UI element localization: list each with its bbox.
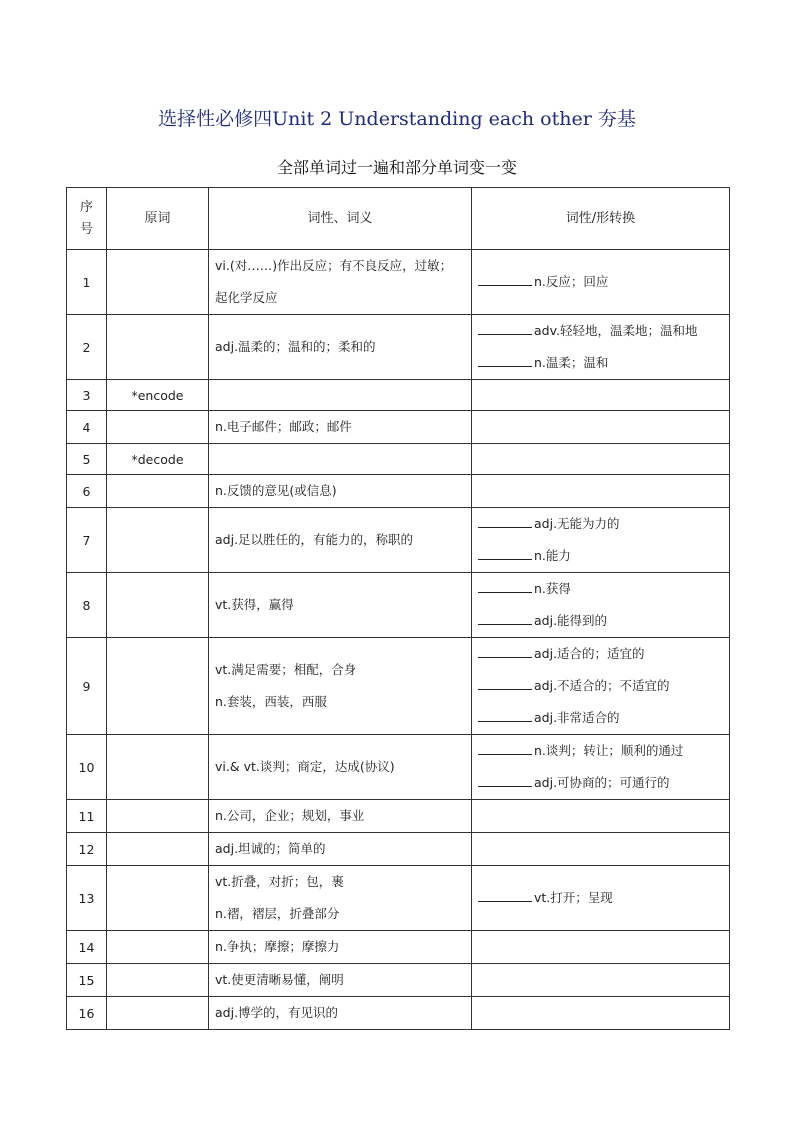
table-row bbox=[67, 833, 730, 866]
transform-text: n.谈判；转让；顺利的通过 bbox=[534, 743, 684, 758]
row-number: 7 bbox=[67, 508, 107, 573]
header-transform: 词性/形转换 bbox=[472, 188, 730, 250]
original-word-cell[interactable] bbox=[107, 833, 209, 866]
transform-cell bbox=[472, 444, 730, 475]
answer-blank[interactable] bbox=[478, 321, 532, 335]
meaning-cell bbox=[209, 735, 472, 800]
row-number: 10 bbox=[67, 735, 107, 800]
page-subtitle: 全部单词过一遍和部分单词变一变 bbox=[276, 158, 517, 177]
row-number: 6 bbox=[67, 475, 107, 508]
table-row bbox=[67, 380, 730, 411]
transform-cell bbox=[472, 964, 730, 997]
transform-cell bbox=[472, 315, 730, 380]
meaning-cell bbox=[209, 997, 472, 1030]
table-row bbox=[67, 800, 730, 833]
original-word-cell[interactable] bbox=[107, 250, 209, 315]
transform-cell bbox=[472, 997, 730, 1030]
original-word-cell[interactable] bbox=[107, 735, 209, 800]
row-number: 4 bbox=[67, 411, 107, 444]
original-word-cell[interactable] bbox=[107, 638, 209, 735]
transform-cell bbox=[472, 638, 730, 735]
transform-cell bbox=[472, 573, 730, 638]
transform-line bbox=[478, 315, 723, 347]
table-row bbox=[67, 475, 730, 508]
meaning-cell bbox=[209, 250, 472, 315]
transform-text: n.能力 bbox=[534, 548, 571, 563]
meaning-cell bbox=[209, 931, 472, 964]
transform-line bbox=[478, 347, 723, 379]
transform-text: adj.能得到的 bbox=[534, 613, 608, 628]
transform-cell bbox=[472, 735, 730, 800]
meaning-line: vi.(对……)作出反应；有不良反应，过敏； bbox=[215, 258, 453, 273]
table-row bbox=[67, 638, 730, 735]
transform-line bbox=[478, 767, 723, 799]
meaning-line: adj.温柔的；温和的；柔和的 bbox=[215, 339, 376, 354]
answer-blank[interactable] bbox=[478, 676, 532, 690]
answer-blank[interactable] bbox=[478, 353, 532, 367]
row-number: 3 bbox=[67, 380, 107, 411]
transform-cell bbox=[472, 833, 730, 866]
transform-line bbox=[478, 266, 723, 298]
meaning-line: vt.满足需要；相配，合身 bbox=[215, 662, 357, 677]
answer-blank[interactable] bbox=[478, 611, 532, 625]
meaning-cell bbox=[209, 380, 472, 411]
row-number: 11 bbox=[67, 800, 107, 833]
table-row bbox=[67, 315, 730, 380]
transform-text: adj.不适合的；不适宜的 bbox=[534, 678, 670, 693]
transform-line bbox=[478, 638, 723, 670]
answer-blank[interactable] bbox=[478, 773, 532, 787]
table-row bbox=[67, 508, 730, 573]
meaning-cell bbox=[209, 833, 472, 866]
answer-blank[interactable] bbox=[478, 514, 532, 528]
original-word-cell[interactable] bbox=[107, 964, 209, 997]
row-number: 2 bbox=[67, 315, 107, 380]
original-word-cell[interactable]: *decode bbox=[107, 444, 209, 475]
meaning-line: n.电子邮件；邮政；邮件 bbox=[215, 419, 352, 434]
transform-line bbox=[478, 670, 723, 702]
table-row bbox=[67, 444, 730, 475]
meaning-cell bbox=[209, 964, 472, 997]
meaning-cell bbox=[209, 800, 472, 833]
meaning-cell bbox=[209, 475, 472, 508]
transform-line bbox=[478, 882, 723, 914]
transform-text: adj.适合的；适宜的 bbox=[534, 646, 645, 661]
row-number: 5 bbox=[67, 444, 107, 475]
transform-line bbox=[478, 508, 723, 540]
original-word-cell[interactable] bbox=[107, 997, 209, 1030]
table-row bbox=[67, 411, 730, 444]
table-header-row bbox=[67, 188, 730, 250]
meaning-cell bbox=[209, 508, 472, 573]
row-number: 16 bbox=[67, 997, 107, 1030]
transform-text: adj.无能为力的 bbox=[534, 516, 620, 531]
meaning-line: n.褶，褶层，折叠部分 bbox=[215, 906, 340, 921]
table-row bbox=[67, 866, 730, 931]
row-number: 1 bbox=[67, 250, 107, 315]
meaning-cell bbox=[209, 315, 472, 380]
row-number: 14 bbox=[67, 931, 107, 964]
transform-text: n.反应；回应 bbox=[534, 274, 609, 289]
header-meaning: 词性、词义 bbox=[209, 188, 472, 250]
meaning-line: vt.获得，赢得 bbox=[215, 597, 294, 612]
meaning-line: vt.折叠，对折；包，裹 bbox=[215, 874, 344, 889]
table-row bbox=[67, 964, 730, 997]
meaning-cell bbox=[209, 573, 472, 638]
transform-cell bbox=[472, 931, 730, 964]
transform-cell bbox=[472, 411, 730, 444]
original-word-cell[interactable] bbox=[107, 800, 209, 833]
answer-blank[interactable] bbox=[478, 741, 532, 755]
meaning-line: adj.坦诚的；简单的 bbox=[215, 841, 326, 856]
vocabulary-table bbox=[66, 187, 730, 1030]
transform-text: n.获得 bbox=[534, 581, 571, 596]
original-word-cell[interactable] bbox=[107, 411, 209, 444]
meaning-cell bbox=[209, 866, 472, 931]
row-number: 9 bbox=[67, 638, 107, 735]
answer-blank[interactable] bbox=[478, 579, 532, 593]
transform-cell bbox=[472, 380, 730, 411]
transform-line bbox=[478, 702, 723, 734]
meaning-cell bbox=[209, 411, 472, 444]
table-row bbox=[67, 997, 730, 1030]
meaning-line: vt.使更清晰易懂，阐明 bbox=[215, 972, 344, 987]
transform-text: adj.可协商的；可通行的 bbox=[534, 775, 670, 790]
original-word-cell[interactable] bbox=[107, 866, 209, 931]
meaning-line: adj.博学的，有见识的 bbox=[215, 1005, 339, 1020]
meaning-cell bbox=[209, 638, 472, 735]
transform-cell bbox=[472, 800, 730, 833]
meaning-line: n.争执；摩擦；摩擦力 bbox=[215, 939, 340, 954]
row-number: 8 bbox=[67, 573, 107, 638]
row-number: 15 bbox=[67, 964, 107, 997]
meaning-line: n.反馈的意见(或信息) bbox=[215, 483, 337, 498]
table-row bbox=[67, 573, 730, 638]
transform-line bbox=[478, 735, 723, 767]
table-row bbox=[67, 735, 730, 800]
answer-blank[interactable] bbox=[478, 272, 532, 286]
meaning-line: n.套装，西装，西服 bbox=[215, 694, 327, 709]
table-row bbox=[67, 250, 730, 315]
transform-text: adv.轻轻地，温柔地；温和地 bbox=[534, 323, 698, 338]
answer-blank[interactable] bbox=[478, 708, 532, 722]
transform-text: adj.非常适合的 bbox=[534, 710, 620, 725]
row-number: 12 bbox=[67, 833, 107, 866]
original-word-cell[interactable] bbox=[107, 931, 209, 964]
answer-blank[interactable] bbox=[478, 644, 532, 658]
original-word-cell[interactable] bbox=[107, 315, 209, 380]
header-word: 原词 bbox=[107, 188, 209, 250]
transform-cell bbox=[472, 475, 730, 508]
transform-line bbox=[478, 573, 723, 605]
page-title: 选择性必修四Unit 2 Understanding each other 夯基 bbox=[158, 108, 636, 130]
transform-cell bbox=[472, 866, 730, 931]
transform-cell bbox=[472, 508, 730, 573]
meaning-line: vi.& vt.谈判；商定，达成(协议) bbox=[215, 759, 395, 774]
meaning-line: 起化学反应 bbox=[215, 290, 278, 305]
meaning-line: adj.足以胜任的，有能力的，称职的 bbox=[215, 532, 414, 547]
original-word-cell[interactable] bbox=[107, 475, 209, 508]
original-word-cell[interactable]: *encode bbox=[107, 380, 209, 411]
row-number: 13 bbox=[67, 866, 107, 931]
meaning-line: n.公司，企业；规划，事业 bbox=[215, 808, 365, 823]
transform-text: vt.打开；呈现 bbox=[534, 890, 613, 905]
original-word-cell[interactable] bbox=[107, 508, 209, 573]
answer-blank[interactable] bbox=[478, 888, 532, 902]
transform-text: n.温柔；温和 bbox=[534, 355, 609, 370]
table-row bbox=[67, 931, 730, 964]
original-word-cell[interactable] bbox=[107, 573, 209, 638]
meaning-cell bbox=[209, 444, 472, 475]
transform-line bbox=[478, 540, 723, 572]
header-num: 序 号 bbox=[67, 188, 107, 250]
transform-cell bbox=[472, 250, 730, 315]
transform-line bbox=[478, 605, 723, 637]
answer-blank[interactable] bbox=[478, 546, 532, 560]
